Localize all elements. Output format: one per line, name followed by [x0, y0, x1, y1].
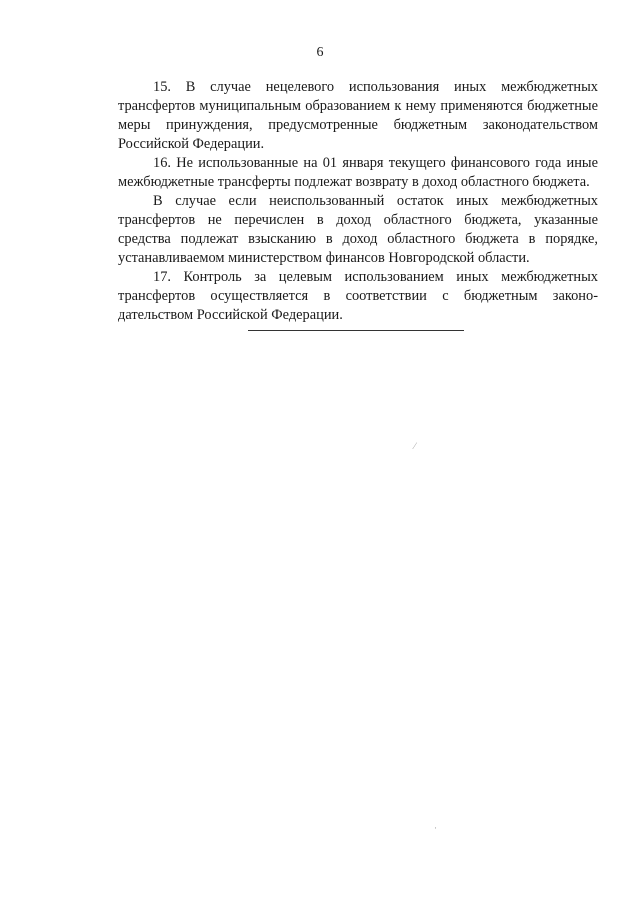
- page-number: 6: [316, 45, 324, 60]
- scan-speck: ·: [434, 823, 437, 833]
- paragraph-15-line-2: трансфертов муниципальным образованием к нему применяются бюджетные: [118, 98, 598, 114]
- paragraph-16-line-2: межбюджетные трансферты подлежат возврату в доход областного бюджета.: [118, 174, 590, 190]
- paragraph-15-line-1: 15. В случае нецелевого использования иных межбюджетных: [153, 79, 598, 95]
- paragraph-15-line-4: Российской Федерации.: [118, 136, 265, 152]
- paragraph-17-line-1: 17. Контроль за целевым использованием иных межбюджетных: [153, 269, 598, 285]
- end-separator-line: [248, 330, 464, 331]
- paragraph-16b-line-4: устанавливаемом министерством финансов Новгородской области.: [118, 250, 530, 266]
- paragraph-17-line-2: трансфертов осуществляется в соответствии с бюджетным законо-: [118, 288, 598, 304]
- paragraph-17-line-3: дательством Российской Федерации.: [118, 307, 343, 323]
- paragraph-16b-line-2: трансфертов не перечислен в доход областного бюджета, указанные: [118, 212, 598, 228]
- paragraph-15-line-3: меры принуждения, предусмотренные бюджетным законодательством: [118, 117, 598, 133]
- paragraph-16b-line-3: средства подлежат взысканию в доход областного бюджета в порядке,: [118, 231, 598, 247]
- paragraph-16-line-1: 16. Не использованные на 01 января текущего финансового года иные: [153, 155, 598, 171]
- paragraph-16b-line-1: В случае если неиспользованный остаток иных межбюджетных: [153, 193, 598, 209]
- scan-speck: ⁄: [414, 441, 416, 451]
